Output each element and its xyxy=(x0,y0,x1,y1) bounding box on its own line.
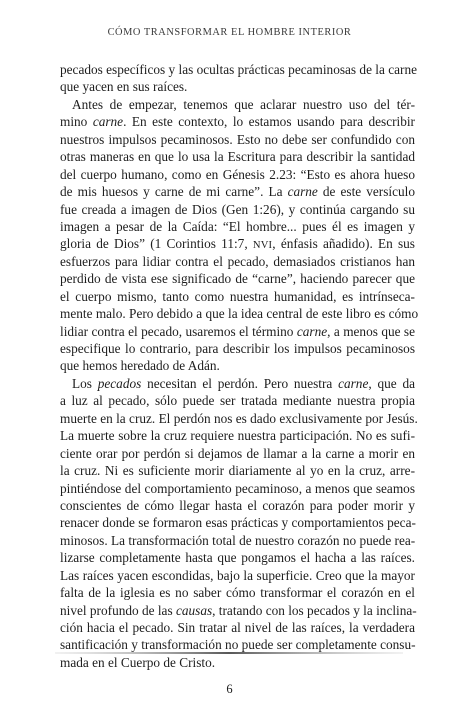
text-line xyxy=(60,602,415,619)
text-run: mino xyxy=(60,114,93,130)
text-line xyxy=(60,305,419,322)
text-line xyxy=(60,201,415,218)
text-run: , que da xyxy=(368,375,415,391)
text-run: , a menos que se xyxy=(327,323,415,339)
text-run: de mis huesos y carne de mi carne”. La xyxy=(60,184,288,200)
text-line xyxy=(60,270,415,287)
italic-term: carne xyxy=(296,323,328,339)
text-run: Los xyxy=(72,375,98,391)
footer-rule xyxy=(55,651,403,655)
italic-term: carne xyxy=(338,375,369,391)
text-run: mente malo. Pero debido a que la idea central de este libro es cómo xyxy=(60,306,419,322)
text-line xyxy=(60,323,415,340)
text-line xyxy=(60,375,415,392)
text-line xyxy=(60,78,415,95)
text-line xyxy=(60,514,415,531)
text-line xyxy=(60,654,415,671)
text-run: conscientes de cómo llegar hasta el corazón para poder morir y xyxy=(60,497,415,513)
italic-term: carne xyxy=(92,114,124,130)
italic-term: carne xyxy=(287,184,318,200)
text-run: falta de la iglesia es no saber cómo transformar el corazón en el xyxy=(60,585,415,601)
text-run: gloria de Dios” (1 Corintios 11:7, xyxy=(60,236,253,252)
text-line xyxy=(60,497,415,514)
text-run: minosos. La transformación total de nuestro corazón no puede rea- xyxy=(60,532,416,548)
text-run: NVI xyxy=(252,240,273,252)
text-line xyxy=(60,549,415,566)
text-run: muerte en la cruz. El perdón nos es dado exclusivamente por Jesús. xyxy=(60,410,418,426)
text-line xyxy=(60,148,415,165)
text-run: . En este contexto, lo estamos usando para describir xyxy=(123,114,415,130)
text-line xyxy=(60,357,415,374)
body-text xyxy=(60,61,419,671)
text-line xyxy=(60,183,415,200)
text-line xyxy=(60,567,415,584)
text-run: pecados específicos y las ocultas prácticas pecaminosas de la carne xyxy=(60,62,418,77)
text-line xyxy=(60,235,415,252)
text-line xyxy=(60,288,415,305)
text-run: el cuerpo mismo, tanto como nuestra humanidad, es intrínseca- xyxy=(60,288,415,304)
text-run: lidiar contra el pecado, usaremos el término xyxy=(60,323,297,339)
text-run: la cruz. Ni es suficiente morir diariamente al yo en la cruz, arre- xyxy=(60,463,415,479)
text-run: otras maneras en que lo usa la Escritura para describir la santidad xyxy=(60,149,415,165)
text-line xyxy=(60,532,415,549)
italic-term: causas xyxy=(175,602,213,618)
text-run: especifique lo contrario, para describir los impulsos pecaminosos xyxy=(60,341,415,356)
italic-term: pecados xyxy=(97,375,142,391)
text-run: esfuerzos para lidiar contra el pecado, demasiados cristianos han xyxy=(60,253,415,269)
text-line xyxy=(60,113,415,130)
text-run: Las raíces yacen escondidas, bajo la superficie. Creo que la mayor xyxy=(60,567,415,583)
text-line xyxy=(60,584,415,601)
text-line xyxy=(60,340,415,357)
text-line xyxy=(60,61,418,78)
text-run: mada en el Cuerpo de Cristo. xyxy=(60,654,216,670)
text-run: perdido de vista ese significado de “carne”, haciendo parecer que xyxy=(60,271,415,287)
text-line xyxy=(60,218,415,235)
text-run: fue creada a imagen de Dios (Gen 1:26), y continúa cargando su xyxy=(60,201,415,217)
text-run: a luz al pecado, sólo puede ser tratada mediante nuestra propia xyxy=(60,393,415,409)
text-line xyxy=(60,619,415,636)
text-run: ciente orar por perdón si dejamos de llamar a la carne a morir en xyxy=(60,445,415,461)
text-line xyxy=(60,96,415,113)
text-line xyxy=(60,166,415,183)
text-line xyxy=(60,480,415,497)
text-run: ción hacia el pecado. Sin tratar al nivel de las raíces, la verdadera xyxy=(60,620,415,635)
text-run: imagen a pesar de la Caída: “El hombre... pues él es imagen y xyxy=(60,218,415,234)
text-run: que yacen en sus raíces. xyxy=(60,79,188,95)
text-line xyxy=(60,445,415,462)
text-run: pintiéndose del comportamiento pecaminoso, a menos que seamos xyxy=(60,480,415,496)
text-run: nivel profundo de las xyxy=(60,602,176,618)
text-line xyxy=(60,427,415,444)
text-line xyxy=(60,253,415,270)
text-run: lizarse completamente hasta que pongamos el hacha a las raíces. xyxy=(60,550,415,566)
text-run: , énfasis añadido). En sus xyxy=(272,236,415,252)
text-run: Antes de empezar, tenemos que aclarar nuestro uso del tér- xyxy=(72,96,415,112)
text-run: del cuerpo humano, como en Génesis 2.23: “Esto es ahora hueso xyxy=(60,166,415,182)
page-number: 6 xyxy=(226,682,233,696)
text-run: necesitan el perdón. Pero nuestra xyxy=(141,375,339,391)
running-header: CÓMO TRANSFORMAR EL HOMBRE INTERIOR xyxy=(107,27,352,38)
text-run: de este versículo xyxy=(317,184,415,200)
text-run: que hemos heredado de Adán. xyxy=(60,358,220,374)
text-line xyxy=(60,392,415,409)
text-run: santificación y transformación no puede ser completamente consu- xyxy=(60,637,416,653)
text-line xyxy=(60,462,415,479)
text-run: , tratando con los pecados y la inclina- xyxy=(212,602,417,618)
text-line xyxy=(60,131,415,148)
text-run: La muerte sobre la cruz requiere nuestra participación. No es sufi- xyxy=(60,428,415,444)
text-run: nuestros impulsos pecaminosos. Esto no debe ser confundido con xyxy=(60,131,415,147)
text-line xyxy=(60,410,418,427)
text-run: renacer donde se formaron esas prácticas y comportamientos peca- xyxy=(60,515,416,531)
